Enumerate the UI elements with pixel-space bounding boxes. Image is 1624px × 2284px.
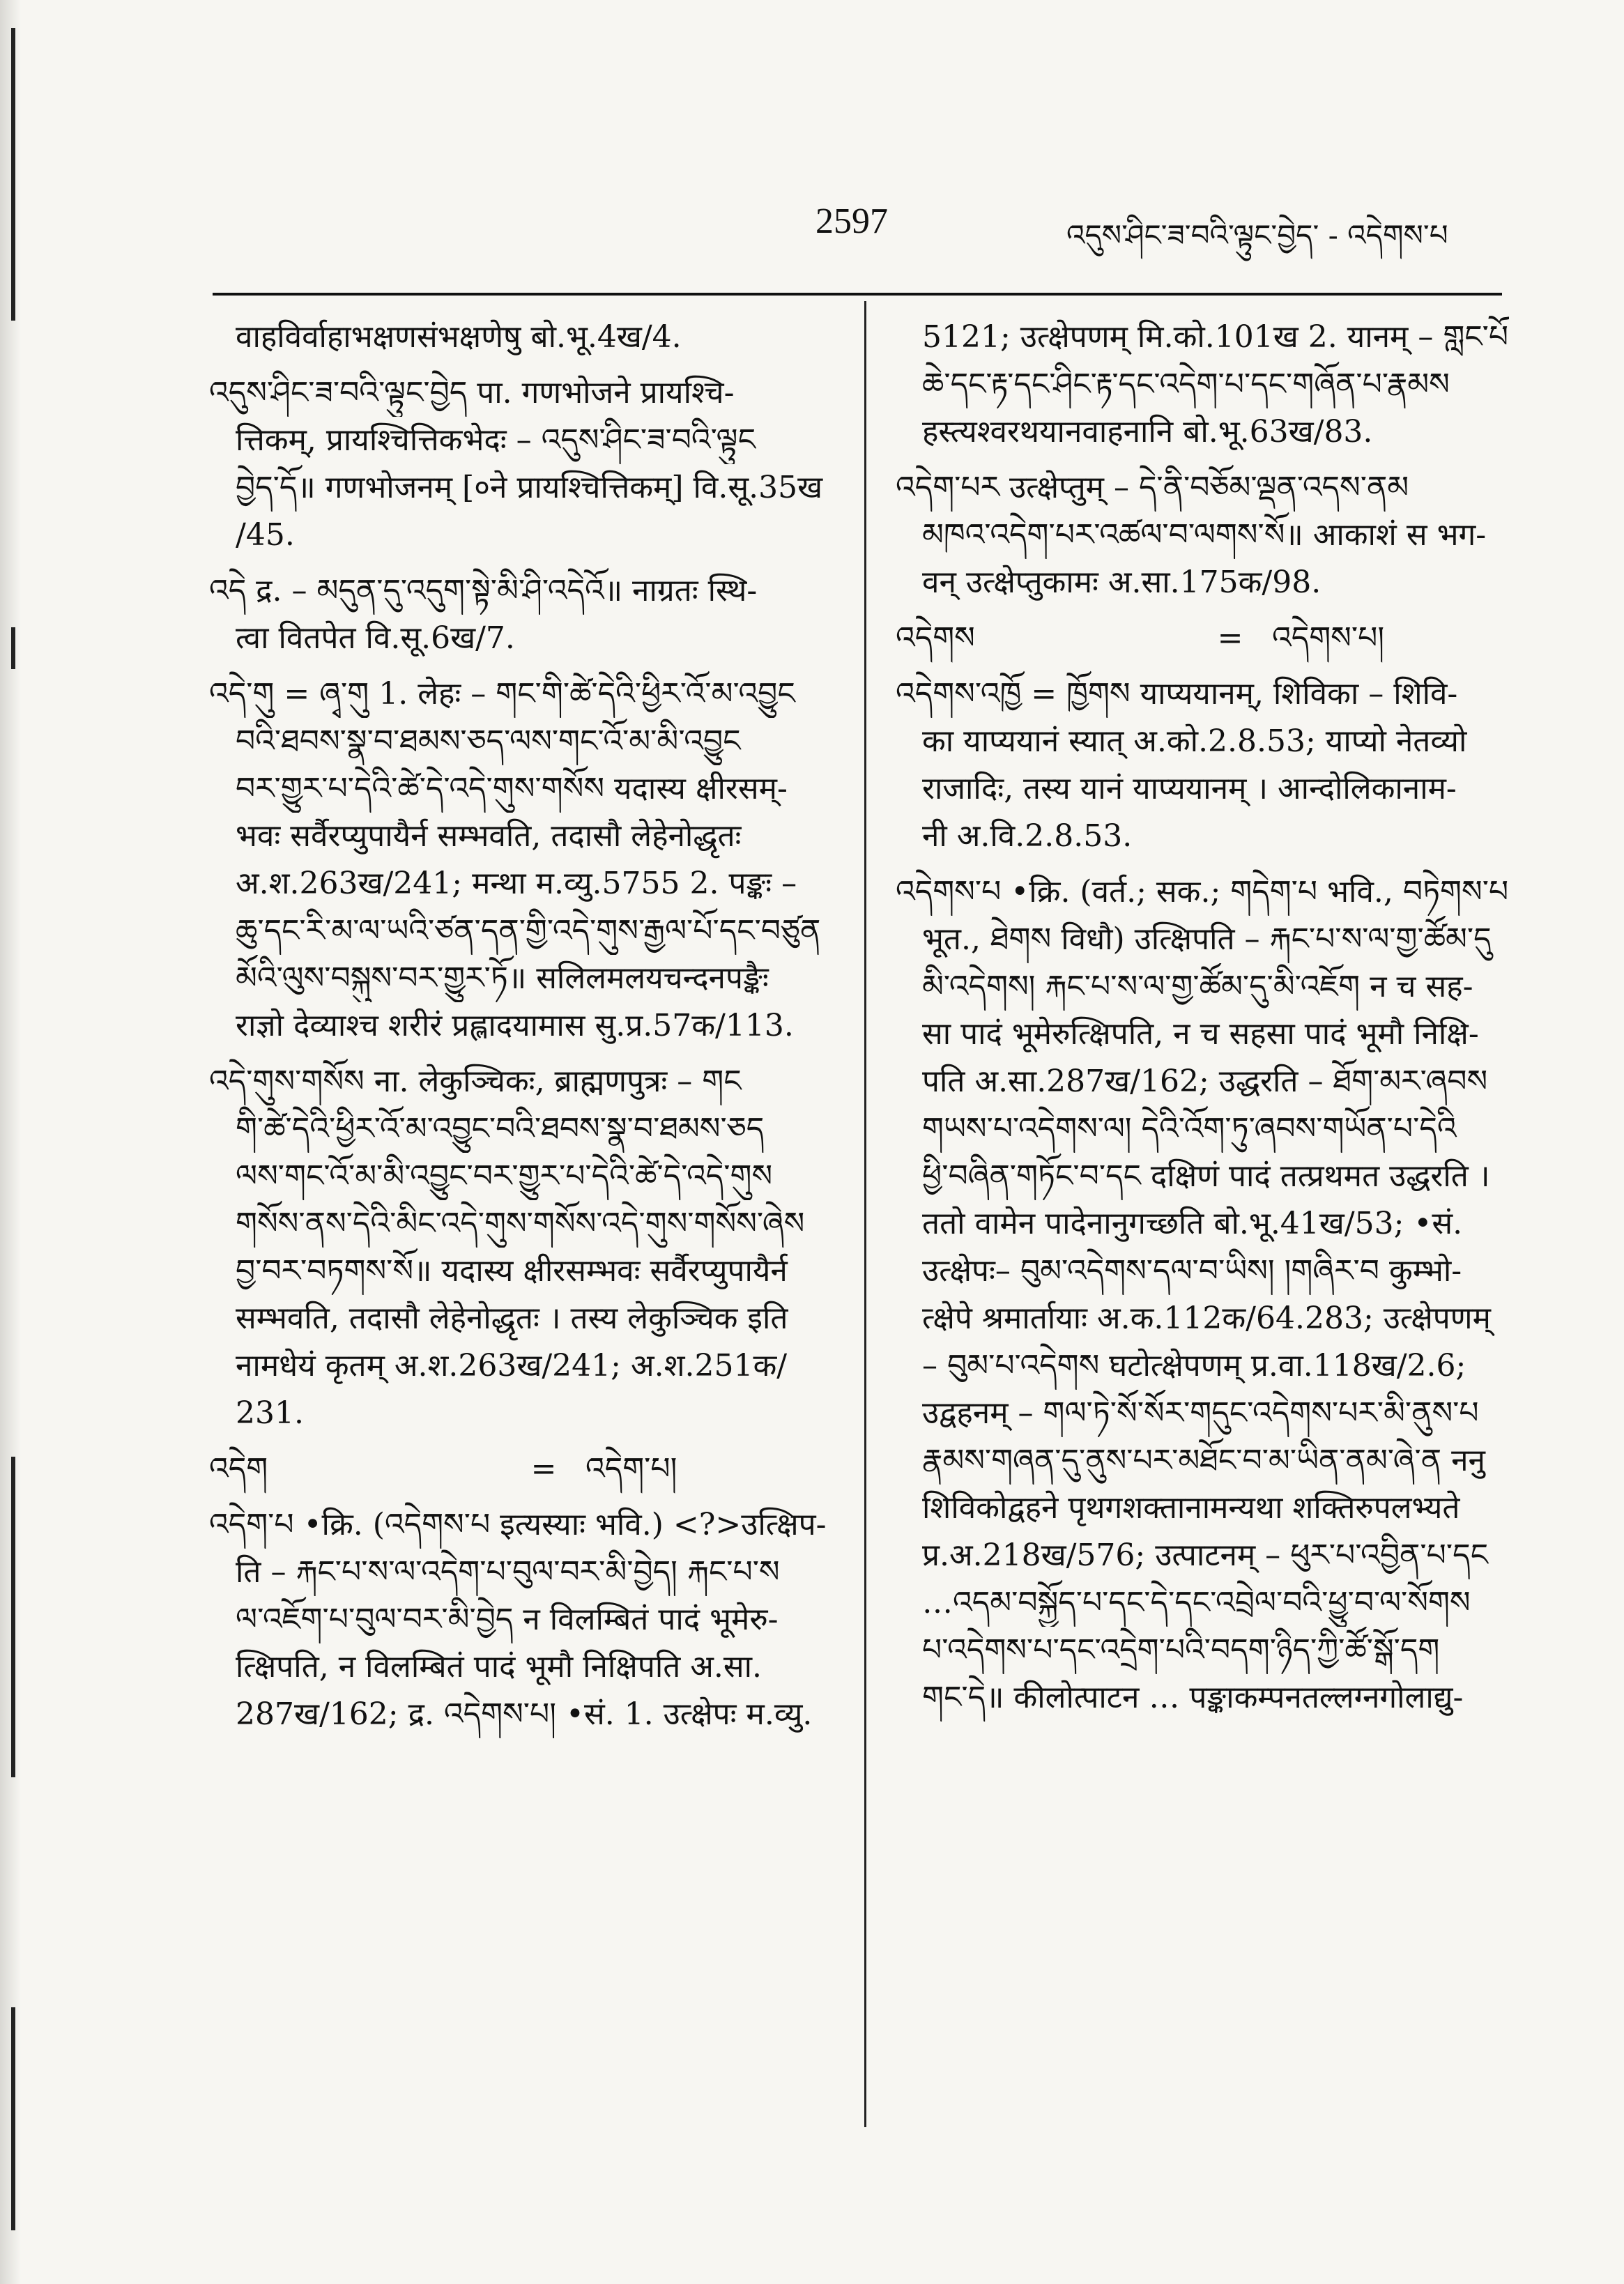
text-line: उत्क्षेपः– བུམ་འདེགས་དལ་བ་ཡིས། །གཞིར་བ कुम्भो-: [922, 1253, 1462, 1289]
equals-sign: =: [1217, 620, 1243, 656]
text-line: ཆེ་དང་རྟ་དང་ཤིང་རྟ་དང་འདེག་པ་དང་གཞོན་པ་རྣམས: [922, 367, 1450, 402]
text-line: བར་གྱུར་པ་དེའི་ཚེ་དེ་འདེ་གུས་གསོས यदास्य क्षीरसम्-: [236, 771, 788, 806]
text-line: བའི་ཐབས་སྣ་བ་ཐམས་ཅད་ལས་གང་འོ་མ་མི་འབྱུང: [236, 723, 741, 759]
scan-edge-mark: [11, 2007, 15, 2230]
text-line: शिविकोद्वहने पृथगशक्तानामन्यथा शक्तिरुपलभ्यते: [922, 1490, 1460, 1526]
running-head: འདུས་ཤིང་ཟ་བའི་ལྟུང་བྱེད་ - འདེགས་པ: [1066, 218, 1448, 252]
text-line: प्र.अ.218ख/576; उत्पाटनम् – ཕུར་པ་འབྱིན་པ་དང: [922, 1538, 1488, 1573]
entry-headline: འདེག་པར उत्क्षेप्तुम् – དེ་ནི་བཅོམ་ལྡན་འདས་ནམ: [896, 470, 1409, 505]
text-line: 231.: [236, 1395, 304, 1431]
text-line: /45.: [236, 517, 295, 553]
text-line: གསོས་ནས་དེའི་མིང་འདེ་གུས་གསོས་འདེ་གུས་གསོས་ཞེས: [236, 1206, 805, 1241]
text-line: पति अ.सा.287ख/162; उद्धरति – ཐོག་མར་ཞབས: [922, 1064, 1488, 1099]
text-line: उद्वहनम् – གལ་ཏེ་སོ་སོར་གདུང་འདེགས་པར་མི་ནུས་པ: [922, 1395, 1479, 1431]
text-line: भवः सर्वैरप्युपायैर्न सम्भवति, तदासौ लेहेनोद्धृतः: [236, 818, 742, 854]
cross-reference-row: [896, 615, 1509, 662]
right-column: [896, 314, 1509, 1722]
text-line: མཁའ་འདེག་པར་འཚལ་བ་ལགས་སོ॥ आकाशं स भग-: [922, 517, 1487, 553]
xref-term: འདེགས: [896, 620, 975, 656]
text-line: हस्त्यश्वरथयानवाहनानि बो.भू.63ख/83.: [922, 414, 1373, 450]
text-line: གི་ཚེ་དེའི་ཕྱིར་འོ་མ་འབྱུང་བའི་ཐབས་སྣ་བ་ཐམས་ཅད: [236, 1111, 765, 1147]
entry-headline: འདེགས་འཁྱོ = ཁྱོགས याप्ययानम्, शिविका – शिवि-: [896, 676, 1458, 712]
text-line: མོའི་ལུས་བསྐུས་བར་གྱུར་ཏོ॥ सलिलमलयचन्दनपङ्कैः: [236, 960, 769, 996]
text-line: सा पादं भूमेरुत्क्षिपति, न च सहसा पादं भूमौ निक्षि-: [922, 1016, 1479, 1052]
text-line: པ་འདེགས་པ་དང་འདྲེག་པའི་བདག་ཉིད་ཀྱི་ཚོ་སྒོ་དག: [922, 1632, 1440, 1668]
text-line: राज्ञो देव्याश्च शरीरं प्रह्लादयामास सु.प्र.57क/113.: [236, 1008, 794, 1043]
text-line: བྱེད་དོ॥ गणभोजनम् [०ने प्रायश्चित्तिकम्] वि.सू.35ख: [236, 470, 823, 505]
text-line: भूत., ཐེགས विधौ) उत्क्षिपति – རྐང་པ་ས་ལ་གྱ་ཚོམ་དུ: [922, 921, 1492, 957]
column-divider: [864, 301, 866, 2127]
entry-headline: འདེ་གུ = ཞྭ་གུ 1. लेहः – གང་གི་ཚེ་དེའི་ཕྱིར་འོ་མ་འབྱུང: [209, 676, 795, 712]
text-line: नामधेयं कृतम् अ.श.263ख/241; अ.श.251क/: [236, 1348, 788, 1384]
header-rule: [213, 293, 1502, 296]
text-line: གང་དེ॥ कीलोत्पाटन … पङ्काकम्पनतल्लग्नगोलाद्यु-: [922, 1680, 1464, 1715]
text-line: त्तिकम्, प्रायश्चित्तिकभेदः – འདུས་ཤིང་ཟ་བའི་ལྟུང: [236, 422, 756, 458]
text-line: རྣམས་གཞན་དུ་ནུས་པར་མཐོང་བ་མ་ཡིན་ནམ་ཞེ་ན ननु: [922, 1443, 1485, 1478]
text-line: राजादिः, तस्य यानं याप्ययानम् । आन्दोलिकानाम-: [922, 771, 1457, 806]
scan-edge-mark: [11, 28, 15, 321]
xref-target: འདེག་པ།: [585, 1451, 677, 1487]
text-line: का याप्ययानं स्यात् अ.को.2.8.53; याप्यो नेतव्यो: [922, 723, 1467, 759]
equals-sign: =: [530, 1451, 557, 1487]
text-line: ति – རྐང་པ་ས་ལ་འདེག་པ་བུལ་བར་མི་བྱེད། རྐང་པ་ས: [236, 1554, 780, 1590]
scan-edge-mark: [11, 627, 15, 669]
page-number: 2597: [815, 201, 888, 241]
text-line: अ.श.263ख/241; मन्था म.व्यु.5755 2. पङ्कः –: [236, 866, 797, 901]
text-line: ཆུ་དང་རི་མ་ལ་ཡའི་ཙན་དན་གྱི་འདེ་གུས་རྒྱལ་པོ་དང་བཙུན: [236, 913, 821, 949]
scan-edge-mark: [11, 1457, 15, 1777]
text-line: त्वा वितपेत वि.सू.6ख/7.: [236, 620, 515, 656]
text-line: 5121; उत्क्षेपणम् मि.को.101ख 2. यानम् – གླང་པོ: [922, 319, 1509, 355]
page-edge-shadow: [0, 0, 21, 2284]
text-line: त्क्षेपे श्रमार्तायाः अ.क.112क/64.283; उत्क्षेपणम्: [922, 1301, 1491, 1336]
text-line: གཡས་པ་འདེགས་ལ། དེའི་འོག་ཏུ་ཞབས་གཡོན་པ་དེའི: [922, 1111, 1457, 1147]
xref-target: འདེགས་པ།: [1272, 620, 1385, 656]
text-line: 287ख/162; द्र. འདེགས་པ། •सं. 1. उत्क्षेपः म.व्यु.: [236, 1696, 813, 1732]
cross-reference-row: [209, 1446, 836, 1493]
text-line: त्क्षिपति, न विलम्बितं पादं भूमौ निक्षिपति अ.सा.: [236, 1649, 763, 1685]
text-line: वाहविर्वाहाभक्षणसंभक्षणेषु बो.भू.4ख/4.: [236, 319, 682, 355]
text-line: …འདམ་བསྐྱོད་པ་དང་དེ་དང་འབྲེལ་བའི་ཕྱུ་བ་ལ་སོགས: [922, 1585, 1471, 1620]
text-line: མི་འདེགས། རྐང་པ་ས་ལ་གྱ་ཚོམ་དུ་མི་འཇོག न च सह-: [922, 969, 1473, 1004]
text-line: བྱ་བར་བཏགས་སོ॥ यदास्य क्षीरसम्भवः सर्वैरप्युपायैर्न: [236, 1253, 788, 1289]
entry-headline: འདེ द्र. – མདུན་དུ་འདུག་སྟེ་མི་ཤི་འདེའོ॥ नाग्रतः स्थि-: [209, 573, 758, 608]
entry-headline: འདེགས་པ •क्रि. (वर्त.; सक.; གདེག་པ भवि., བཏེགས་པ: [896, 874, 1509, 910]
text-line: सम्भवति, तदासौ लेहेनोद्धृतः । तस्य लेकुञ्चिक इति: [236, 1301, 788, 1336]
text-line: ལ་འཇོག་པ་བུལ་བར་མི་བྱེད न विलम्बितं पादं भूमेरु-: [236, 1602, 779, 1637]
entry-headline: འདུས་ཤིང་ཟ་བའི་ལྟུང་བྱེད पा. गणभोजने प्रायश्चि-: [209, 375, 735, 411]
entry-headline: འདེག་པ •क्रि. (འདེགས་པ इत्यस्याः भवि.) <?>उत्क्षिप-: [209, 1507, 827, 1542]
text-line: वन् उत्क्षेप्तुकामः अ.सा.175क/98.: [922, 565, 1322, 600]
text-line: ཕྱི་བཞིན་གཏོང་བ་དང दक्षिणं पादं तत्प्रथमत उद्धरति ।: [922, 1158, 1490, 1194]
text-line: – བུམ་པ་འདེགས घटोत्क्षेपणम् प्र.वा.118ख/2.6;: [922, 1348, 1466, 1384]
text-line: ལས་གང་འོ་མ་མི་འབྱུང་བར་གྱུར་པ་དེའི་ཚེ་དེ་འདེ་གུས: [236, 1158, 773, 1194]
text-line: नी अ.वि.2.8.53.: [922, 818, 1133, 854]
left-column: [209, 314, 836, 1738]
entry-headline: འདེ་གུས་གསོས ना. लेकुञ्चिकः, ब्राह्मणपुत्रः – གང: [209, 1064, 742, 1099]
xref-term: འདེག: [209, 1451, 268, 1487]
text-line: ततो वामेन पादेनानुगच्छति बो.भू.41ख/53; •सं.: [922, 1206, 1463, 1241]
